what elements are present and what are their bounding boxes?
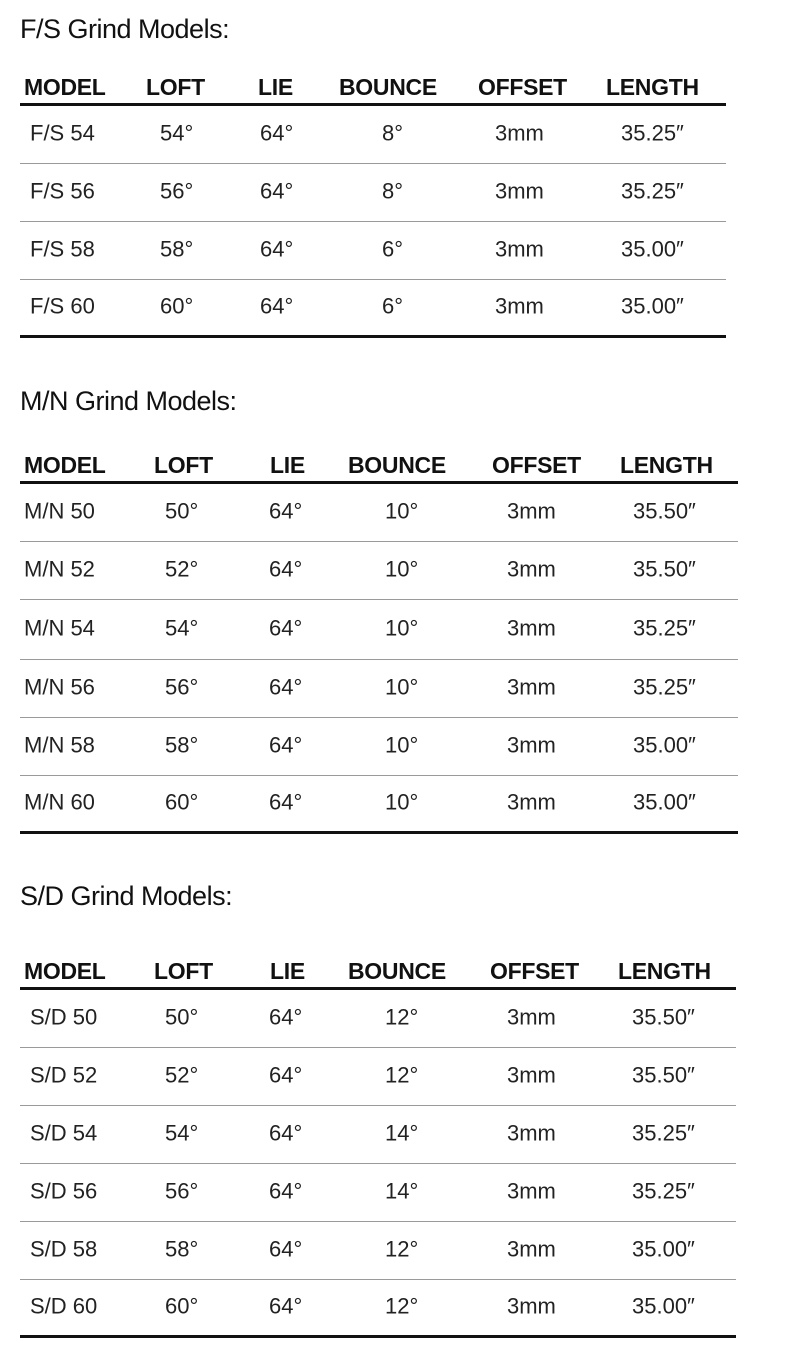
cell-length: 35.50″	[633, 498, 696, 524]
cell-loft: 56°	[165, 1178, 199, 1204]
table-row	[20, 484, 738, 542]
cell-offset: 3mm	[507, 498, 556, 524]
cell-model: M/N 52	[24, 556, 95, 582]
cell-length: 35.00″	[621, 293, 684, 319]
cell-lie: 64°	[269, 1178, 303, 1204]
cell-bounce: 12°	[385, 1004, 419, 1030]
cell-model: F/S 54	[30, 120, 95, 146]
table-row	[20, 1048, 736, 1106]
specs-table	[20, 956, 736, 1338]
cell-lie: 64°	[269, 674, 303, 700]
cell-offset: 3mm	[507, 674, 556, 700]
cell-bounce: 6°	[382, 293, 404, 319]
cell-bounce: 8°	[382, 178, 404, 204]
cell-lie: 64°	[269, 1004, 303, 1030]
cell-model: S/D 56	[30, 1178, 98, 1204]
column-header-bounce: BOUNCE	[348, 452, 446, 478]
cell-model: F/S 58	[30, 236, 95, 262]
cell-lie: 64°	[269, 556, 303, 582]
table-row	[20, 1280, 736, 1338]
cell-loft: 56°	[160, 178, 194, 204]
cell-bounce: 12°	[385, 1293, 419, 1319]
cell-lie: 64°	[260, 293, 294, 319]
cell-length: 35.50″	[632, 1004, 695, 1030]
cell-length: 35.00″	[633, 789, 696, 815]
cell-bounce: 14°	[385, 1120, 419, 1146]
column-header-loft: LOFT	[146, 74, 205, 100]
cell-offset: 3mm	[495, 178, 544, 204]
cell-model: F/S 60	[30, 293, 95, 319]
cell-loft: 54°	[165, 615, 199, 641]
cell-offset: 3mm	[507, 732, 556, 758]
table-row	[20, 542, 738, 600]
column-header-model: MODEL	[24, 74, 106, 100]
cell-length: 35.00″	[633, 732, 696, 758]
column-header-bounce: BOUNCE	[348, 958, 446, 984]
table-header-row	[20, 956, 736, 990]
cell-bounce: 10°	[385, 615, 419, 641]
column-header-length: LENGTH	[618, 958, 711, 984]
cell-loft: 58°	[160, 236, 194, 262]
cell-model: M/N 54	[24, 615, 95, 641]
table-row	[20, 1106, 736, 1164]
cell-lie: 64°	[269, 1120, 303, 1146]
cell-lie: 64°	[269, 1293, 303, 1319]
cell-lie: 64°	[260, 236, 294, 262]
cell-model: S/D 58	[30, 1236, 98, 1262]
cell-bounce: 12°	[385, 1236, 419, 1262]
section-title: S/D Grind Models:	[20, 881, 233, 911]
table-row	[20, 990, 736, 1048]
column-header-lie: LIE	[258, 74, 293, 100]
cell-model: M/N 58	[24, 732, 95, 758]
table-row	[20, 106, 726, 164]
column-header-loft: LOFT	[154, 958, 213, 984]
cell-loft: 54°	[160, 120, 194, 146]
cell-offset: 3mm	[507, 789, 556, 815]
table-row	[20, 1222, 736, 1280]
table-row	[20, 718, 738, 776]
cell-bounce: 6°	[382, 236, 404, 262]
cell-length: 35.50″	[633, 556, 696, 582]
cell-length: 35.25″	[633, 615, 696, 641]
cell-model: M/N 56	[24, 674, 95, 700]
cell-offset: 3mm	[507, 1293, 556, 1319]
column-header-offset: OFFSET	[490, 958, 579, 984]
column-header-model: MODEL	[24, 958, 106, 984]
cell-loft: 52°	[165, 1062, 199, 1088]
cell-length: 35.50″	[632, 1062, 695, 1088]
cell-model: S/D 54	[30, 1120, 98, 1146]
cell-length: 35.25″	[632, 1178, 695, 1204]
cell-lie: 64°	[269, 498, 303, 524]
cell-offset: 3mm	[495, 236, 544, 262]
cell-bounce: 12°	[385, 1062, 419, 1088]
specs-table	[20, 72, 726, 338]
column-header-lie: LIE	[270, 958, 305, 984]
cell-lie: 64°	[260, 178, 294, 204]
cell-model: S/D 52	[30, 1062, 98, 1088]
cell-lie: 64°	[260, 120, 294, 146]
cell-length: 35.25″	[633, 674, 696, 700]
cell-bounce: 10°	[385, 789, 419, 815]
cell-offset: 3mm	[507, 1062, 556, 1088]
cell-offset: 3mm	[495, 293, 544, 319]
cell-length: 35.00″	[632, 1236, 695, 1262]
cell-model: M/N 50	[24, 498, 95, 524]
table-row	[20, 222, 726, 280]
cell-loft: 60°	[160, 293, 194, 319]
column-header-offset: OFFSET	[478, 74, 567, 100]
cell-lie: 64°	[269, 1236, 303, 1262]
cell-offset: 3mm	[507, 1120, 556, 1146]
cell-loft: 58°	[165, 1236, 199, 1262]
cell-model: F/S 56	[30, 178, 95, 204]
table-row	[20, 1164, 736, 1222]
cell-loft: 52°	[165, 556, 199, 582]
specs-table	[20, 450, 738, 834]
column-header-model: MODEL	[24, 452, 106, 478]
cell-bounce: 10°	[385, 498, 419, 524]
table-row	[20, 776, 738, 834]
section-title: M/N Grind Models:	[20, 386, 237, 416]
cell-lie: 64°	[269, 615, 303, 641]
cell-loft: 60°	[165, 789, 199, 815]
column-header-lie: LIE	[270, 452, 305, 478]
column-header-offset: OFFSET	[492, 452, 581, 478]
column-header-bounce: BOUNCE	[339, 74, 437, 100]
cell-loft: 50°	[165, 1004, 199, 1030]
cell-length: 35.25″	[632, 1120, 695, 1146]
table-row	[20, 660, 738, 718]
table-row	[20, 164, 726, 222]
table-row	[20, 600, 738, 660]
cell-lie: 64°	[269, 732, 303, 758]
cell-loft: 50°	[165, 498, 199, 524]
cell-loft: 58°	[165, 732, 199, 758]
cell-bounce: 10°	[385, 556, 419, 582]
cell-length: 35.25″	[621, 120, 684, 146]
cell-model: S/D 50	[30, 1004, 98, 1030]
table-header-row	[20, 450, 738, 484]
table-row	[20, 280, 726, 338]
cell-bounce: 14°	[385, 1178, 419, 1204]
section-title: F/S Grind Models:	[20, 14, 230, 44]
cell-offset: 3mm	[507, 556, 556, 582]
cell-offset: 3mm	[507, 1236, 556, 1262]
column-header-length: LENGTH	[606, 74, 699, 100]
cell-bounce: 8°	[382, 120, 404, 146]
cell-lie: 64°	[269, 789, 303, 815]
cell-loft: 60°	[165, 1293, 199, 1319]
cell-bounce: 10°	[385, 732, 419, 758]
cell-loft: 56°	[165, 674, 199, 700]
cell-offset: 3mm	[507, 1178, 556, 1204]
column-header-length: LENGTH	[620, 452, 713, 478]
cell-length: 35.00″	[632, 1293, 695, 1319]
cell-offset: 3mm	[507, 615, 556, 641]
table-header-row	[20, 72, 726, 106]
cell-loft: 54°	[165, 1120, 199, 1146]
cell-length: 35.00″	[621, 236, 684, 262]
cell-offset: 3mm	[507, 1004, 556, 1030]
cell-length: 35.25″	[621, 178, 684, 204]
cell-bounce: 10°	[385, 674, 419, 700]
cell-model: M/N 60	[24, 789, 95, 815]
cell-lie: 64°	[269, 1062, 303, 1088]
cell-model: S/D 60	[30, 1293, 98, 1319]
column-header-loft: LOFT	[154, 452, 213, 478]
cell-offset: 3mm	[495, 120, 544, 146]
